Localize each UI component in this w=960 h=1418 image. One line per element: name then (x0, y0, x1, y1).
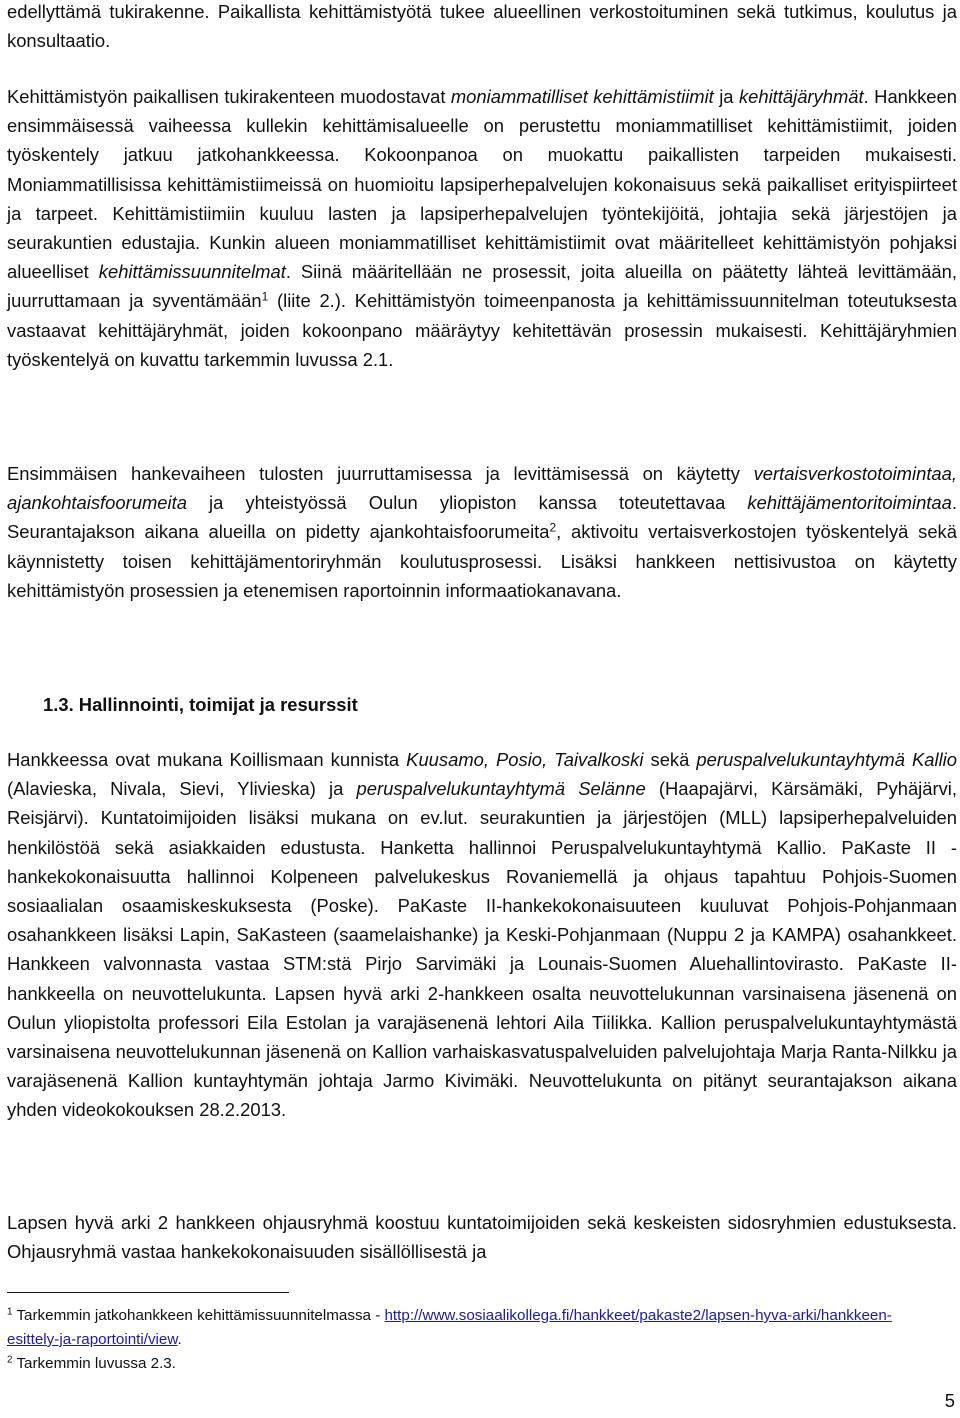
text-run: Hankkeessa ovat mukana Koillismaan kunnista (7, 749, 407, 770)
text-run: sekä (643, 749, 697, 770)
section-heading: 1.3. Hallinnointi, toimijat ja resurssit (43, 694, 358, 715)
text-run: . Hankkeen ensimmäisessä vaiheessa kullekin kehittämisalueelle on perustettu moniammatilliset kehittämistiimit, joiden työskentely jatkuu jatkohankkeessa. Kokoonpanoa on muokattu paikallisten tarpeiden mukaisesti. Moniammatillisissa kehittämistiimeissä on huomioitu lapsiperhepalvelujen kokonaisuus sekä paikalliset erityispiirteet ja tarpeet. Kehittämistiimiin kuuluu lasten ja lapsiperhepalvelujen työntekijöitä, johtajia sekä järjestöjen ja seurakuntien edustajia. Kunkin alueen moniammatilliset kehittämistiimit ovat määritelleet kehittämistyön pohjaksi alueelliset (7, 86, 957, 283)
emphasis-development-plans: kehittämissuunnitelmat (98, 261, 286, 283)
footnote-text: Tarkemmin jatkohankkeen kehittämissuunnitelmassa - (12, 1307, 385, 1324)
paragraph-steering-group (7, 1208, 957, 1266)
footnote-2 (7, 1352, 937, 1376)
emphasis-developer-groups: kehittäjäryhmät (738, 86, 864, 107)
paragraph-continuation (7, 0, 957, 55)
text-run: Lapsen hyvä arki 2 hankkeen ohjausryhmä koostuu kuntatoimijoiden sekä keskeisten sidosryhmien edustuksesta. Ohjausryhmä vastaa hankekokonaisuuden sisällöllisestä ja (7, 1212, 957, 1263)
paragraph-dissemination (7, 459, 957, 605)
text-run: Ensimmäisen hankevaiheen tulosten juurruttamisessa ja levittämisessä on käytetty (7, 463, 754, 484)
text-run: ja (713, 86, 739, 107)
footnote-divider (7, 1292, 289, 1293)
text-run: ja yhteistyössä Oulun yliopiston kanssa toteutettavaa (186, 492, 748, 514)
paragraph-text: edellyttämä tukirakenne. Paikallista kehittämistyötä tukee alueellinen verkostoituminen sekä tutkimus, koulutus ja konsultaatio. (7, 1, 957, 52)
text-run: . Seurantajakson aikana alueilla on pidetty ajankohtaisfoorumeita (7, 492, 957, 543)
footnote-mark-1: 1 (7, 1306, 13, 1318)
text-run: Kehittämistyön paikallisen tukirakenteen muodostavat (7, 86, 451, 107)
footnote-text: . (177, 1331, 182, 1348)
emphasis-kallio: peruspalvelukuntayhtymä Kallio (696, 749, 957, 770)
text-run: (Haapajärvi, Kärsämäki, Pyhäjärvi, Reisjärvi). Kuntatoimijoiden lisäksi mukana on ev.lut. seurakuntien ja järjestöjen (MLL) lapsiperhepalveluiden henkilöstöä sekä asiakkaiden edustusta. Hanketta hallinnoi Peruspalvelukuntayhtymä Kallio. PaKaste II -hankekokonaisuutta hallinnoi Kolpeneen palvelukeskus Rovaniemellä ja ohjaus tapahtuu Pohjois-Suomen sosiaalialan osaamiskeskuksesta (Poske). PaKaste II-hankekokonaisuuteen kuuluvat Pohjois-Pohjanmaan osahankkeen lisäksi Lapin, SaKasteen (saamelaishanke) ja Keski-Pohjanmaan (Nuppu 2 ja KAMPA) osahankkeet. Hankkeen valvonnasta vastaa STM:stä Pirjo Sarvimäki ja Lounais-Suomen Aluehallintovirasto. PaKaste II-hankkeella on neuvottelukunta. Lapsen hyvä arki 2-hankkeen osalta neuvottelukunnan varsinaisena jäsenenä on Oulun yliopistolta professori Eila Estolan ja varajäsenenä lehtori Aila Tiilikka. Kallion peruspalvelukuntayhtymästä varsinaisena neuvottelukunnan jäsenenä on Kallion varhaiskasvatuspalveluiden palvelujohtaja Marja Ranta-Nilkku ja varajäsenenä Kallion kuntayhtymän johtaja Jarmo Kivimäki. Neuvottelukunta on pitänyt seurantajakson aikana yhden videokokouksen 28.2.2013. (7, 778, 957, 1121)
footnote-ref-2[interactable]: 2 (549, 520, 557, 535)
paragraph-development-structure (7, 82, 957, 374)
text-run: (liite 2.). Kehittämistyön toimeenpanosta ja kehittämissuunnitelman toteutuksesta vastaavat kehittäjäryhmät, joiden kokoonpano määräytyy kehitettävän prosessin mukaisesti. Kehittäjäryhmien työskentelyä on kuvattu tarkemmin luvussa 2.1. (7, 290, 957, 370)
text-run: . Siinä määritellään ne prosessit, joita alueilla on päätetty lähteä levittämään, juurruttamaan ja syventämään (7, 261, 957, 312)
emphasis-municipalities: Kuusamo, Posio, Taivalkoski (406, 749, 644, 770)
footnote-1 (7, 1304, 937, 1352)
footnote-ref-1[interactable]: 1 (261, 289, 269, 304)
paragraph-actors (7, 745, 957, 1125)
text-run: (Alavieska, Nivala, Sievi, Ylivieska) ja (7, 778, 357, 800)
emphasis-mentoring: kehittäjämentoritoimintaa (747, 492, 952, 514)
page-number: 5 (944, 1390, 955, 1411)
emphasis-selanne: peruspalvelukuntayhtymä Selänne (356, 778, 646, 800)
emphasis-peer-network: vertaisverkostotoimintaa, ajankohtaisfoorumeita (7, 463, 957, 514)
footnote-link[interactable]: http://www.sosiaalikollega.fi/hankkeet/pakaste2/lapsen-hyva-arki/hankkeen-esittely-ja-raportointi/view (7, 1307, 892, 1348)
footnote-text: Tarkemmin luvussa 2.3. (12, 1355, 176, 1372)
footnotes (7, 1304, 937, 1376)
footnote-mark-2: 2 (7, 1354, 13, 1366)
emphasis-multiprofessional-teams: moniammatilliset kehittämistiimit (450, 86, 714, 107)
text-run: , aktivoitu vertaisverkostojen työskentelyä sekä käynnistetty toisen kehittäjämentoriryhmän koulutusprosessi. Lisäksi hankkeen nettisivustoa on käytetty kehittämistyön prosessien ja etenemisen raportoinnin informaatiokanavana. (7, 521, 957, 601)
